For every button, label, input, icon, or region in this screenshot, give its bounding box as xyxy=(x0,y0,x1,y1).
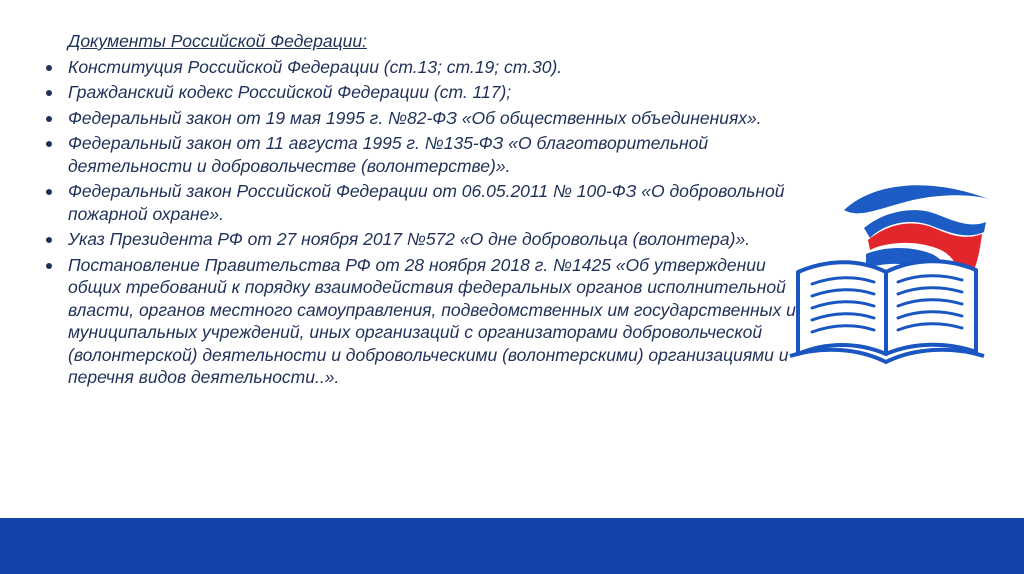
bullet-icon xyxy=(46,90,52,96)
bullet-icon xyxy=(46,141,52,147)
documents-list-section xyxy=(46,30,796,392)
list-item xyxy=(46,132,796,177)
list-item xyxy=(46,81,796,104)
list-item xyxy=(46,228,796,251)
list-item xyxy=(46,180,796,225)
footer-bar xyxy=(0,518,1024,574)
list-item xyxy=(46,254,796,389)
bullet-icon xyxy=(46,189,52,195)
documents-list xyxy=(46,56,796,389)
list-item-text: Гражданский кодекс Российской Федерации (ст. 117); xyxy=(68,82,512,102)
open-book-flag-icon xyxy=(786,170,1006,370)
list-item-text: Федеральный закон Российской Федерации от 06.05.2011 № 100-ФЗ «О добровольной пожарной охране». xyxy=(68,181,785,224)
list-item xyxy=(46,107,796,130)
list-item-text: Указ Президента РФ от 27 ноября 2017 №572 «О дне добровольца (волонтера)». xyxy=(68,229,751,249)
list-item-text: Федеральный закон от 19 мая 1995 г. №82-ФЗ «Об общественных объединениях». xyxy=(68,107,762,128)
bullet-icon xyxy=(46,237,52,243)
section-heading: Документы Российской Федерации: xyxy=(68,31,367,51)
list-item-text: Конституция Российской Федерации (ст.13; ст.19; ст.30). xyxy=(68,56,563,77)
list-item xyxy=(46,56,796,79)
bullet-icon xyxy=(46,65,52,71)
bullet-icon xyxy=(46,116,52,122)
list-item-text: Федеральный закон от 11 августа 1995 г. №135-ФЗ «О благотворительной деятельности и добровольчестве (волонтерстве)». xyxy=(68,133,709,176)
bullet-icon xyxy=(46,263,52,269)
list-item-text: Постановление Правительства РФ от 28 ноября 2018 г. №1425 «Об утверждении общих требований к порядку взаимодействия федеральных органов исполнительной власти, органов местного самоуправления, подведомственных им государственных и муниципальных учреждений, иных организаций с организаторами добровольческой (волонтерской) деятельности и добровольческими (волонтерскими) организациями и перечня видов деятельности..». xyxy=(68,254,796,387)
